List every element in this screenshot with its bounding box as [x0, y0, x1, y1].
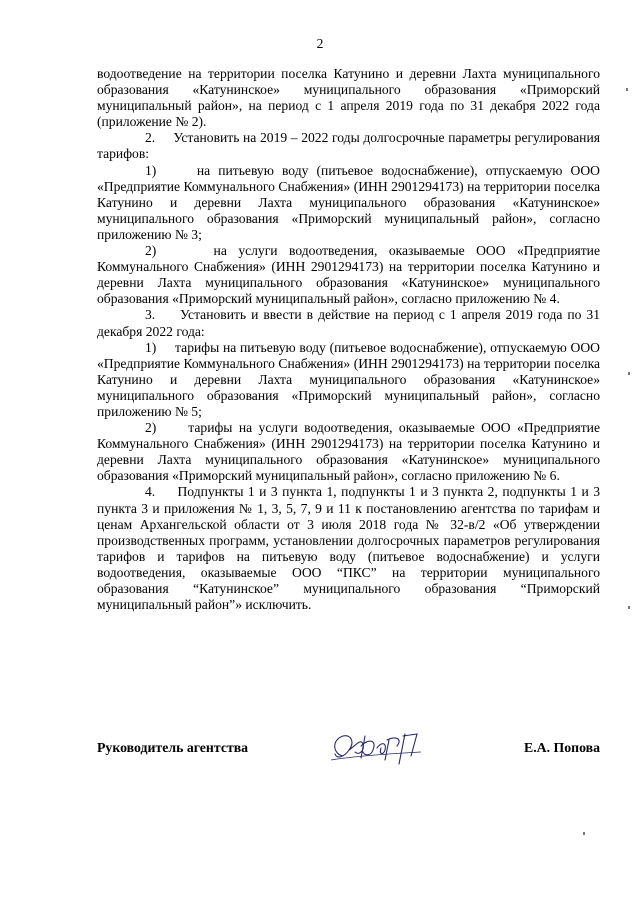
paragraph-item-2-1: 1) на питьевую воду (питьевое водоснабжение), отпускаемую ООО «Предприятие Коммунального Снабжения» (ИНН 2901294173) на территории поселка Катунино и деревни Лахта муниципального образования «Катунинское» муниципального образования «Приморский муниципальный район», согласно приложению № 3; — [97, 162, 600, 242]
signatory-title: Руководитель агентства — [97, 740, 249, 755]
document-body — [97, 66, 600, 613]
scan-mark — [628, 372, 630, 375]
scan-mark — [583, 832, 585, 835]
paragraph-item-3-1: 1) тарифы на питьевую воду (питьевое водоснабжение), отпускаемую ООО «Предприятие Коммунального Снабжения» (ИНН 2901294173) на территории поселка Катунино и деревни Лахта муниципального образования «Катунинское» муниципального образования «Приморский муниципальный район», согласно приложению № 5; — [97, 339, 600, 419]
scan-mark — [626, 88, 628, 91]
paragraph-item-4: 4. Подпункты 1 и 3 пункта 1, подпункты 1 и 3 пункта 2, подпункты 1 и 3 пункта 3 и приложения № 1, 3, 5, 7, 9 и 11 к постановлению агентства по тарифам и ценам Архангельской области от 3 июля 2018 года № 32-в/2 «Об утверждении производственных программ, установлении долгосрочных параметров регулирования тарифов и тарифов на питьевую воду (питьевое водоснабжение) и услуги водоотведения, оказываемые ООО “ПКС” на территории муниципального образования “Катунинское” муниципального образования “Приморский муниципальный район”» исключить. — [97, 484, 600, 613]
page-number: 2 — [316, 36, 324, 51]
paragraph-item-2: 2. Установить на 2019 – 2022 годы долгосрочные параметры регулирования тарифов: — [97, 130, 600, 162]
handwritten-signature — [325, 726, 445, 770]
paragraph-continuation: водоотведение на территории поселка Катунино и деревни Лахта муниципального образования «Катунинское» муниципального образования «Приморский муниципальный район», на период с 1 апреля 2019 года по 31 декабря 2022 года (приложение № 2). — [97, 66, 600, 130]
signatory-name: Е.А. Попова — [524, 740, 600, 755]
paragraph-item-3-2: 2) тарифы на услуги водоотведения, оказываемые ООО «Предприятие Коммунального Снабжения» (ИНН 2901294173) на территории поселка Катунино и деревни Лахта муниципального образования «Катунинское» муниципального образования «Приморский муниципальный район», согласно приложению № 6. — [97, 420, 600, 484]
paragraph-item-3: 3. Установить и ввести в действие на период с 1 апреля 2019 года по 31 декабря 2022 года: — [97, 307, 600, 339]
paragraph-item-2-2: 2) на услуги водоотведения, оказываемые ООО «Предприятие Коммунального Снабжения» (ИНН 2901294173) на территории поселка Катунино и деревни Лахта муниципального образования «Катунинское» муниципального образования «Приморский муниципальный район», согласно приложению № 4. — [97, 243, 600, 307]
signature-block — [97, 726, 600, 786]
scan-mark — [628, 606, 630, 609]
